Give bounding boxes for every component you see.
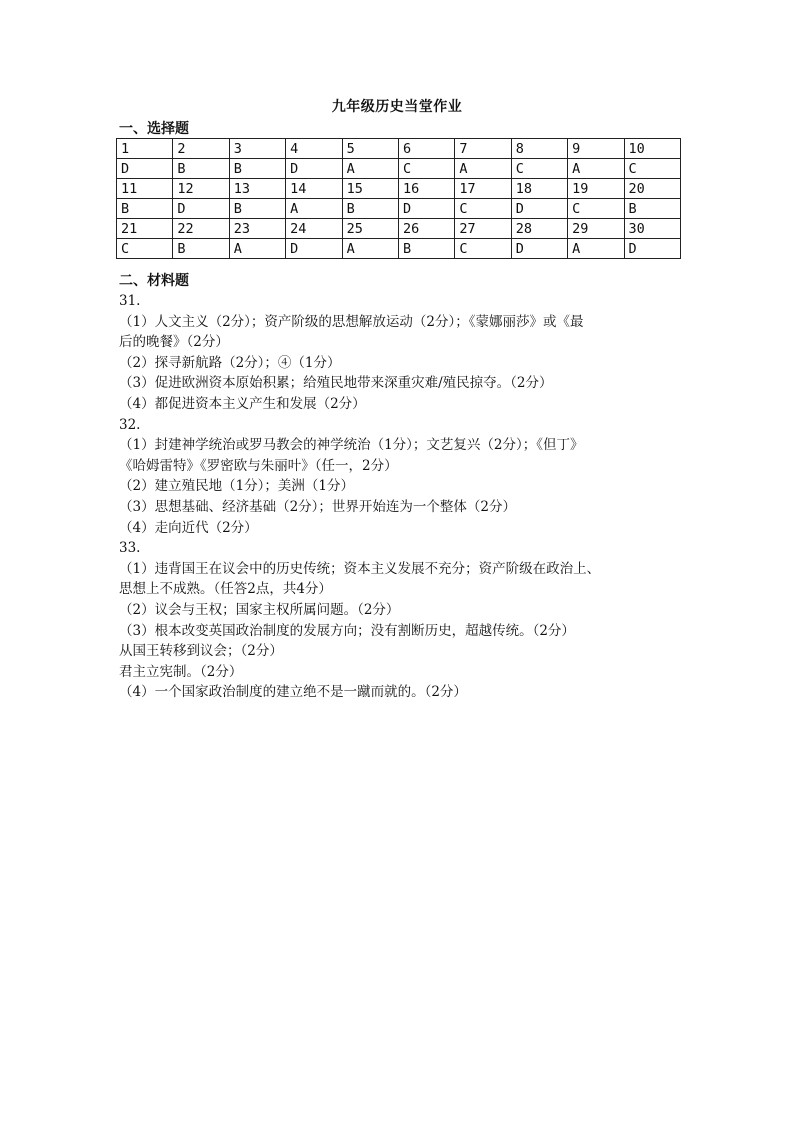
question-number-cell: 16 [398, 179, 454, 199]
question-number-cell: 24 [286, 219, 342, 239]
answer-cell: A [568, 239, 624, 259]
answer-line: （1）人文主义（2分）；资产阶级的思想解放运动（2分）；《蒙娜丽莎》或《最 [119, 313, 584, 330]
question-number-cell: 4 [286, 139, 342, 159]
answer-cell: C [455, 199, 511, 219]
answer-line: 32. [119, 416, 141, 433]
answer-line: 君主立宪制。（2分） [119, 663, 243, 680]
question-number-cell: 1 [117, 139, 173, 159]
section-heading-choice: 一、选择题 [119, 121, 189, 137]
question-number-cell: 9 [568, 139, 624, 159]
answer-cell: A [229, 239, 285, 259]
answer-cell: D [511, 239, 567, 259]
answer-cell: D [511, 199, 567, 219]
answer-cell: C [398, 159, 454, 179]
answer-cell: D [398, 199, 454, 219]
question-number-cell: 5 [342, 139, 398, 159]
answer-cell: C [511, 159, 567, 179]
answer-line: （3）根本改变英国政治制度的发展方向；没有割断历史，超越传统。（2分） [119, 622, 575, 639]
answer-cell: B [173, 159, 229, 179]
answer-line: （2）探寻新航路（2分）；④（1分） [119, 354, 341, 371]
question-number-cell: 26 [398, 219, 454, 239]
question-number-cell: 13 [229, 179, 285, 199]
question-number-cell: 11 [117, 179, 173, 199]
answer-cell: B [229, 199, 285, 219]
question-number-cell: 10 [624, 139, 680, 159]
answer-cell: B [173, 239, 229, 259]
answer-line: 后的晚餐》（2分） [119, 334, 229, 351]
answer-cell: D [117, 159, 173, 179]
answer-table [116, 138, 681, 259]
question-number-cell: 25 [342, 219, 398, 239]
question-number-cell: 15 [342, 179, 398, 199]
answer-cell: C [568, 199, 624, 219]
answer-cell: D [624, 239, 680, 259]
answer-cell: A [342, 159, 398, 179]
answer-row [117, 199, 681, 219]
question-number-cell: 23 [229, 219, 285, 239]
answer-cell: D [286, 159, 342, 179]
answer-cell: C [117, 239, 173, 259]
question-number-row [117, 219, 681, 239]
answer-line: （2）建立殖民地（1分）；美洲（1分） [119, 478, 355, 495]
answer-line: （2）议会与王权；国家主权所属问题。（2分） [119, 601, 400, 618]
answer-row [117, 159, 681, 179]
answer-cell: D [173, 199, 229, 219]
question-number-cell: 17 [455, 179, 511, 199]
answer-line: 33. [119, 540, 141, 557]
material-answers [119, 291, 699, 703]
question-number-cell: 21 [117, 219, 173, 239]
section-heading-material: 二、材料题 [119, 273, 189, 289]
answer-cell: A [342, 239, 398, 259]
answer-cell: C [624, 159, 680, 179]
answer-line: 从国王转移到议会；（2分） [119, 643, 283, 660]
question-number-cell: 28 [511, 219, 567, 239]
answer-cell: C [455, 239, 511, 259]
answer-line: （4）都促进资本主义产生和发展（2分） [119, 395, 366, 412]
question-number-cell: 29 [568, 219, 624, 239]
question-number-cell: 6 [398, 139, 454, 159]
answer-cell: A [568, 159, 624, 179]
question-number-cell: 18 [511, 179, 567, 199]
question-number-row [117, 179, 681, 199]
question-number-cell: 8 [511, 139, 567, 159]
answer-cell: B [229, 159, 285, 179]
answer-cell: B [117, 199, 173, 219]
answer-line: 31. [119, 293, 141, 309]
answer-cell: A [286, 199, 342, 219]
page-title: 九年级历史当堂作业 [331, 99, 463, 115]
answer-line: 《哈姆雷特》《罗密欧与朱丽叶》（任一，2分） [119, 457, 398, 474]
question-number-cell: 2 [173, 139, 229, 159]
answer-cell: B [624, 199, 680, 219]
question-number-row [117, 139, 681, 159]
question-number-cell: 30 [624, 219, 680, 239]
question-number-cell: 14 [286, 179, 342, 199]
answer-line: （3）思想基础、经济基础（2分）；世界开始连为一个整体（2分） [119, 498, 517, 515]
answer-row [117, 239, 681, 259]
question-number-cell: 7 [455, 139, 511, 159]
answer-cell: B [398, 239, 454, 259]
answer-cell: A [455, 159, 511, 179]
answer-line: 思想上不成熟。（任答2点，共4分） [119, 581, 332, 598]
answer-cell: D [286, 239, 342, 259]
question-number-cell: 20 [624, 179, 680, 199]
question-number-cell: 27 [455, 219, 511, 239]
question-number-cell: 3 [229, 139, 285, 159]
answer-cell: B [342, 199, 398, 219]
answer-line: （1）违背国王在议会中的历史传统；资本主义发展不充分；资产阶级在政治上、 [119, 560, 601, 577]
answer-line: （4）走向近代（2分） [119, 519, 258, 536]
answer-line: （4）一个国家政治制度的建立绝不是一蹴而就的。（2分） [119, 684, 467, 701]
question-number-cell: 19 [568, 179, 624, 199]
answer-line: （3）促进欧洲资本原始积累；给殖民地带来深重灾难/殖民掠夺。（2分） [119, 375, 553, 392]
question-number-cell: 12 [173, 179, 229, 199]
answer-line: （1）封建神学统治或罗马教会的神学统治（1分）；文艺复兴（2分）；《但丁》 [119, 437, 584, 454]
question-number-cell: 22 [173, 219, 229, 239]
